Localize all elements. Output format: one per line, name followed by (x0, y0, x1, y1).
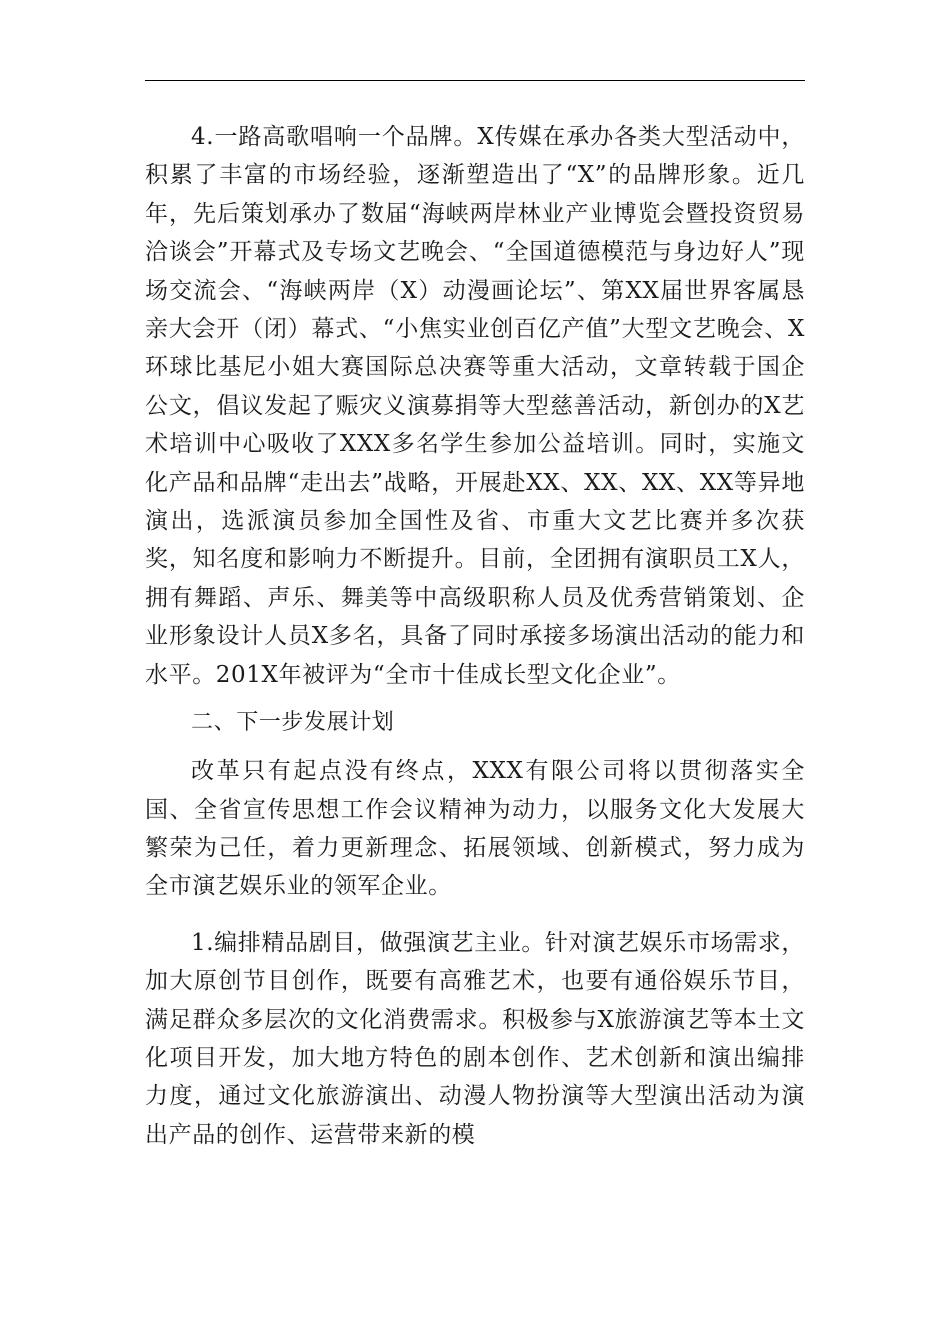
paragraph-brand-building: 4.一路高歌唱响一个品牌。X传媒在承办各类大型活动中，积累了丰富的市场经验，逐渐塑造出了“X”的品牌形象。近几年，先后策划承办了数届“海峡两岸林业产业博览会暨投资贸易洽谈会”开幕式及专场文艺晚会、“全国道德模范与身边好人”现场交流会、“海峡两岸（X）动漫画论坛”、第XX届世界客属恳亲大会开（闭）幕式、“小焦实业创百亿产值”大型文艺晚会、X环球比基尼小姐大赛国际总决赛等重大活动，文章转载于国企公文，倡议发起了赈灾义演募捐等大型慈善活动，新创办的X艺术培训中心吸收了XXX多名学生参加公益培训。同时，实施文化产品和品牌“走出去”战略，开展赴XX、XX、XX、XX等异地演出，选派演员参加全国性及省、市重大文艺比赛并多次获奖，知名度和影响力不断提升。目前，全团拥有演职员工X人，拥有舞蹈、声乐、舞美等中高级职称人员及优秀营销策划、企业形象设计人员X多名，具备了同时承接多场演出活动的能力和水平。201X年被评为“全市十佳成长型文化企业”。 (145, 124, 805, 688)
paragraph-reform-goal: 改革只有起点没有终点，XXX有限公司将以贯彻落实全国、全省宣传思想工作会议精神为动力，以服务文化大发展大繁荣为己任，着力更新理念、拓展领域、创新模式，努力成为全市演艺娱乐业的领军企业。 (145, 758, 805, 900)
header-rule (145, 80, 805, 81)
section-heading-next-plan: 二、下一步发展计划 (191, 710, 395, 736)
paragraph-repertoire-plan: 1.编排精品剧目，做强演艺主业。针对演艺娱乐市场需求，加大原创节目创作，既要有高雅艺术，也要有通俗娱乐节目，满足群众多层次的文化消费需求。积极参与X旅游演艺等本土文化项目开发，加大地方特色的剧本创作、艺术创新和演出编排力度，通过文化旅游演出、动漫人物扮演等大型演出活动为演出产品的创作、运营带来新的模 (145, 929, 805, 1148)
document-body (145, 118, 805, 1154)
